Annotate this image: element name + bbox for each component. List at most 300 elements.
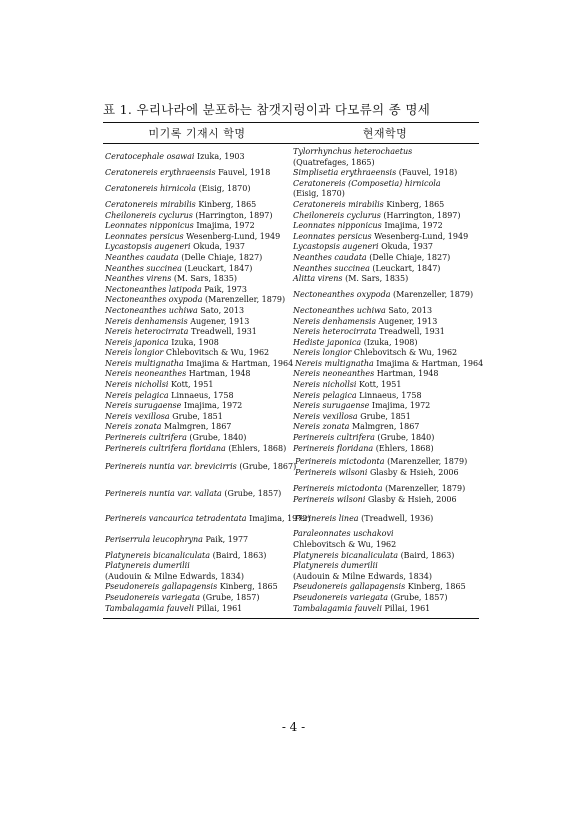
previous-name-cell [103,338,291,349]
species-entry [293,484,479,495]
species-entry [293,221,479,232]
previous-name-cell [103,551,291,562]
table-header-row [103,123,479,144]
species-author: Augener, 1913 [378,316,438,326]
species-author: Kinberg, 1865 [386,199,445,209]
species-author: (Treadwell, 1936) [361,513,434,523]
species-author: Imajima, 1972 [384,221,443,231]
species-author: Pillai, 1961 [196,603,243,613]
species-entry [293,158,479,169]
species-entry [105,274,237,283]
species-name: Cheilonereis cyclurus [105,210,193,220]
species-name: Nereis multignatha [295,358,374,368]
table-row [103,147,479,168]
species-author: (M. Sars, 1835) [173,274,238,284]
species-author: Malmgren, 1867 [351,422,420,432]
species-author: (Ehlers, 1868) [375,443,434,453]
previous-name-cell [103,179,291,200]
species-entry [295,457,479,468]
current-name-cell [291,253,479,264]
species-name: Leonnates nipponicus [293,221,382,231]
species-author: (Harrington, 1897) [195,210,273,220]
species-entry [105,391,234,400]
species-entry [293,529,479,540]
species-name: Tambalagamia fauveli [293,603,382,613]
species-entry [105,264,252,273]
species-name: Tylorrhynchus heterochaetus [293,147,413,156]
species-entry [105,306,244,315]
current-name-cell [291,211,479,222]
table-row [103,358,484,370]
species-entry [293,242,479,253]
species-author: (Marenzeller, 1879) [205,295,286,305]
species-name: Neanthes caudata [105,252,179,262]
current-name-cell [291,327,479,338]
current-name-cell [291,338,479,349]
species-author: Sato, 2013 [388,305,433,315]
species-author: Glasby & Hsieh, 2006 [367,494,457,504]
species-author: Okuda, 1937 [381,242,434,252]
previous-name-cell [103,221,291,232]
species-name: Tambalagamia fauveli [105,603,194,613]
species-name: Nereis nichollsi [105,380,169,390]
species-name: Neanthes caudata [293,252,367,262]
current-name-cell [291,444,479,455]
species-entry [105,412,223,421]
species-entry [105,462,296,473]
species-author: Imajima, 1972 [371,401,431,411]
species-name: Perinereis linea [295,513,359,523]
current-name-cell [293,359,483,370]
species-author: Chlebovitsch & Wu, 1962 [293,540,397,549]
previous-name-cell [103,412,291,423]
species-entry [295,468,479,479]
table-row [103,179,479,200]
table-caption: 표 1. 우리나라에 분포하는 참갯지렁이과 다모류의 종 명세 [103,102,431,117]
current-name-cell [291,593,479,604]
species-entry [295,514,479,525]
species-entry [293,211,479,222]
previous-name-cell [103,274,291,285]
current-name-cell [291,306,479,317]
previous-name-cell [103,200,291,211]
table-row [103,481,479,508]
species-entry [105,152,245,163]
species-name: Lycastopsis augeneri [105,242,191,252]
species-name: Ceratonereis (Composetia) hirnicola [293,178,441,188]
species-entry [293,391,479,402]
species-name: Neanthes succinea [293,263,370,273]
species-entry [293,593,479,604]
species-name: Leonnates persicus [293,231,372,241]
previous-name-cell [103,481,291,508]
table-row [103,412,479,423]
species-name: Hediste japonica [293,337,362,347]
current-name-cell [291,179,479,200]
species-name: Nectoneanthes latipoda [105,284,202,294]
species-author: Imajima, 1972 [183,401,243,411]
page-number: - 4 - [281,720,306,734]
species-entry [293,380,479,391]
species-author: Augener, 1913 [190,316,250,326]
species-entry [293,168,479,179]
species-name: Leonnates persicus [105,231,184,241]
species-name: Perinereis mictodonta [293,484,383,494]
previous-name-cell [103,454,297,481]
species-author: Izuka, 1903 [197,152,245,162]
previous-name-cell [103,593,291,604]
table-row [103,561,479,572]
species-name: Nereis neoneanthes [105,369,187,379]
current-name-cell [291,561,479,572]
species-author: (Marenzeller, 1879) [387,457,468,467]
species-name: Nectoneanthes oxypoda [293,290,391,300]
species-author: (Grube, 1840) [377,433,435,443]
species-entry [105,604,242,613]
species-name: Platynereis dumerilii [105,561,190,571]
species-name: Perinereis wilsoni [293,494,366,504]
species-entry [105,561,190,570]
previous-name-cell [103,508,311,529]
species-name: Nereis multignatha [105,358,184,368]
species-author: Treadwell, 1931 [378,327,445,337]
species-author: Paik, 1973 [204,284,247,294]
species-author: Fauvel, 1918 [218,168,271,178]
species-name: Nereis longior [105,348,164,358]
species-author: Kinberg, 1865 [198,199,257,209]
previous-name-cell [103,369,291,380]
table-row [103,348,479,359]
species-name: Nereis denhamensis [105,316,188,326]
table-row [103,444,479,455]
species-entry [105,338,219,347]
species-name: Ceratonereis mirabilis [293,199,384,209]
previous-name-cell [103,348,291,359]
current-name-cell [291,242,479,253]
current-name-cell [291,264,479,275]
table-row [103,593,479,604]
current-name-cell [291,380,479,391]
current-name-cell [291,285,479,306]
species-name: Pseudonereis variegata [105,592,201,602]
species-author: Treadwell, 1931 [190,327,257,337]
species-name: Pseudonereis gallapagensis [105,582,218,592]
species-name: Nereis surugaense [293,401,370,411]
species-name: Neanthes succinea [105,263,182,273]
species-author: Wesenberg-Lund, 1949 [374,231,469,241]
species-table [103,122,484,619]
current-name-cell [293,454,479,481]
table-row [103,401,479,412]
species-name: Perinereis mictodonta [295,457,385,467]
current-name-cell [291,348,479,359]
species-entry [105,327,257,336]
current-name-cell [291,582,479,593]
species-name: Cheilonereis cyclurus [293,210,381,220]
species-entry [105,221,255,230]
species-name: Simplisetia erythraeensis [293,168,397,178]
species-name: Nereis zonata [105,422,162,432]
species-entry [293,422,479,433]
current-name-cell [291,481,479,508]
species-author: Wesenberg-Lund, 1949 [186,231,281,241]
species-entry [105,348,269,357]
species-author: Kinberg, 1865 [219,582,278,592]
species-author: Sato, 2013 [200,305,245,315]
previous-name-cell [103,359,293,370]
table-row [103,285,479,306]
species-author: Imajima, 1972 [196,221,255,231]
species-name: Nereis nichollsi [293,380,357,390]
table-row [103,572,479,583]
previous-name-cell [103,317,291,328]
species-author: (Marenzeller, 1879) [385,484,466,494]
current-name-cell [291,529,479,550]
species-entry [293,433,479,444]
species-entry [105,401,242,410]
table-row [103,232,479,243]
species-entry [293,412,479,423]
previous-name-cell [103,242,291,253]
species-author: (Izuka, 1908) [363,337,418,347]
species-name: Nereis heterocirrata [293,327,377,337]
species-entry [293,264,479,275]
species-entry [105,444,286,453]
current-name-cell [291,369,479,380]
species-author: Okuda, 1937 [193,242,246,252]
species-entry [105,232,280,241]
species-author: (Eisig, 1870) [198,184,251,194]
previous-name-cell [103,232,291,243]
species-author: (Leuckart, 1847) [372,263,441,273]
table-row [103,327,479,338]
species-name: Pseudonereis variegata [293,592,389,602]
species-name: Perinereis cultrifera floridana [105,443,226,453]
table-row [103,274,479,285]
species-name: Perinereis cultrifera [293,433,375,443]
previous-name-cell [103,582,291,593]
previous-name-cell [103,285,291,306]
species-name: Periserrula leucophryna [105,534,203,544]
table-row [103,242,479,253]
species-entry [295,359,483,370]
previous-name-cell [103,401,291,412]
species-name: Platynereis bicanaliculata [293,550,399,560]
species-entry [105,295,285,306]
species-name: Perinereis cultrifera [105,433,187,443]
species-entry [293,582,479,593]
species-name: Nereis pelagica [293,390,357,400]
current-name-cell [291,572,479,583]
species-name: Pseudonereis gallapagensis [293,582,406,592]
species-author: Malmgren, 1867 [163,422,232,432]
species-author: (Baird, 1863) [212,550,267,560]
species-author: (Quatrefages, 1865) [293,157,375,167]
table-row [103,338,479,349]
table-row [103,200,479,211]
table-row [103,264,479,275]
previous-name-cell [103,529,291,550]
species-author: Chlebovitsch & Wu, 1962 [353,348,458,358]
current-name-cell [291,433,479,444]
species-entry [293,306,479,317]
table-row [103,582,479,593]
species-entry [293,179,479,190]
species-name: Neanthes virens [105,274,172,284]
species-entry [293,253,479,264]
species-entry [105,489,281,500]
current-name-cell [293,508,479,529]
species-entry [293,317,479,328]
species-entry [293,444,479,455]
previous-name-cell [103,327,291,338]
current-name-cell [291,232,479,243]
species-author: Hartman, 1948 [188,369,251,379]
species-name: Alitta virens [293,274,343,284]
table-row [103,369,479,380]
species-name: Platynereis bicanaliculata [105,550,211,560]
table-row [103,391,479,402]
species-name: Nereis japonica [105,337,169,347]
current-name-cell [291,221,479,232]
species-name: Ceratocephale osawai [105,152,195,162]
species-entry [105,572,244,581]
current-name-cell [291,412,479,423]
current-name-cell [291,391,479,402]
species-author: (Marenzeller, 1879) [393,290,474,300]
table-row [103,508,479,529]
species-name: Perinereis nuntia var. brevicirris [105,462,237,472]
species-entry [293,290,479,301]
species-author: Linnaeus, 1758 [171,390,234,400]
previous-name-cell [103,306,291,317]
species-entry [293,369,479,380]
table-row [103,306,479,317]
species-entry [105,433,246,442]
species-author: Imajima & Hartman, 1964 [186,358,294,368]
species-author: Grube, 1851 [360,411,411,421]
species-author: Kott, 1951 [171,380,214,390]
species-entry [293,561,479,572]
header-previous-name: 미기록 기재시 학명 [148,127,246,140]
previous-name-cell [103,211,291,222]
current-name-cell [291,274,479,285]
species-author: Hartman, 1948 [376,369,439,379]
species-entry [293,540,479,551]
species-entry [293,572,479,583]
species-name: Ceratonereis mirabilis [105,199,196,209]
species-name: Perinereis vancaurica tetradentata [105,513,247,523]
species-entry [293,147,479,158]
table-body [103,144,484,618]
species-entry [293,551,479,562]
current-name-cell [291,168,479,179]
species-name: Perinereis floridana [293,443,374,453]
species-entry [105,582,278,591]
current-name-cell [291,200,479,211]
table-row [103,221,479,232]
species-name: Lycastopsis augeneri [293,242,379,252]
previous-name-cell [103,572,291,583]
header-current-name: 현재학명 [362,127,408,140]
species-entry [293,348,479,359]
previous-name-cell [103,147,291,168]
table-row [103,529,479,550]
species-author: Linnaeus, 1758 [359,390,422,400]
species-name: Nereis pelagica [105,390,169,400]
species-author: Grube, 1851 [172,411,223,421]
previous-name-cell [103,168,291,179]
table-row [103,551,479,562]
species-name: Nereis vexillosa [105,411,170,421]
previous-name-cell [103,561,291,572]
species-name: Nereis vexillosa [293,411,358,421]
species-entry [105,359,293,368]
species-entry [105,551,266,560]
table-row [103,380,479,391]
species-entry [293,200,479,211]
species-author: (Audouin & Milne Edwards, 1834) [105,571,244,581]
species-entry [105,317,249,326]
species-entry [105,380,213,389]
species-entry [105,168,270,177]
species-entry [293,495,479,506]
species-name: Leonnates nipponicus [105,221,194,231]
species-author: Imajima, 1972) [249,513,311,523]
species-author: (Delle Chiaje, 1827) [369,252,451,262]
table-row [103,253,479,264]
previous-name-cell [103,422,291,433]
species-entry [105,593,260,602]
table-row [103,604,479,615]
species-author: Paik, 1977 [205,534,249,544]
species-author: (Grube, 1857) [202,592,260,602]
species-entry [105,369,251,378]
species-author: (Ehlers, 1868) [228,443,287,453]
species-entry [105,422,231,431]
species-name: Nectoneanthes uchiwa [105,305,198,315]
previous-name-cell [103,380,291,391]
current-name-cell [291,317,479,328]
species-author: (M. Sars, 1835) [345,274,409,284]
species-author: Kinberg, 1865 [407,582,466,592]
species-author: (Delle Chiaje, 1827) [181,252,263,262]
current-name-cell [291,604,479,615]
species-entry [105,200,256,209]
species-author: (Baird, 1863) [400,550,455,560]
species-author: (Grube, 1857) [224,489,282,499]
previous-name-cell [103,391,291,402]
species-entry [105,184,250,195]
species-name: Nereis neoneanthes [293,369,375,379]
species-entry [293,327,479,338]
species-entry [293,604,479,615]
species-entry [293,274,479,285]
table-row [103,211,479,222]
species-name: Nereis surugaense [105,401,182,411]
current-name-cell [291,551,479,562]
species-name: Platynereis dumerilii [293,561,378,571]
species-name: Perinereis nuntia var. vallata [105,489,222,499]
species-name: Ceratonereis erythraeensis [105,168,216,178]
species-entry [293,401,479,412]
species-name: Perinereis wilsoni [295,467,368,477]
species-entry [105,285,247,296]
current-name-cell [291,422,479,433]
table-row [103,168,479,179]
species-entry [293,189,479,200]
species-name: Nereis heterocirrata [105,327,189,337]
